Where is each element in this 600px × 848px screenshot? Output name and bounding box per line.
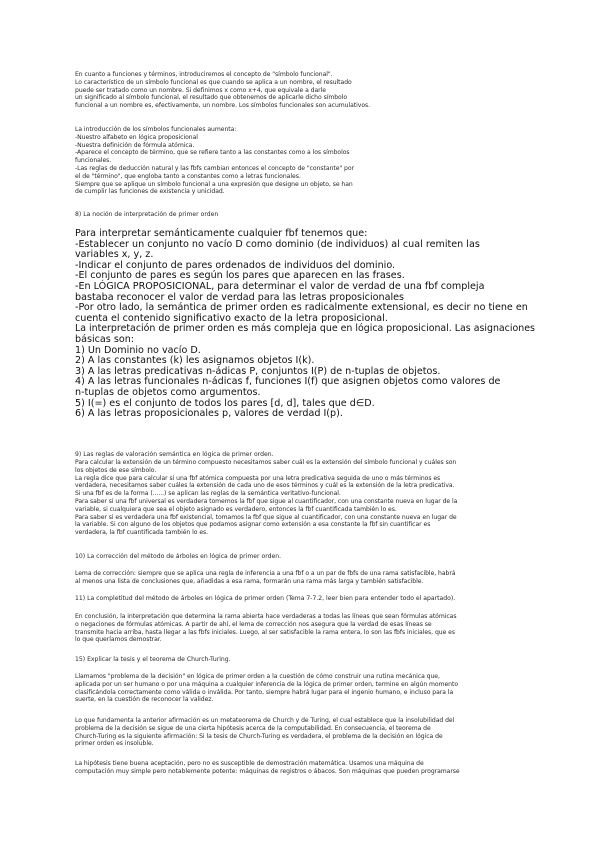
text-line: Siempre que se aplique un símbolo funcional a una expresión que designe un objeto, se han — [75, 180, 353, 188]
text-line: Lo que fundamenta la anterior afirmación es un metateorema de Church y de Turing, el cual establece que la insolubilidad del — [75, 717, 455, 724]
text-line: La interpretación de primer orden es más compleja que en lógica proposicional. Las asignaciones — [75, 323, 535, 335]
section-heading-10: 10) La corrección del método de árboles en lógica de primer orden. — [75, 553, 282, 560]
text-line: 2) A las constantes (k) les asignamos objetos I(k). — [75, 355, 315, 367]
text-line: problema de la decisión se sigue de una cierta hipótesis acerca de la computabilidad. En consecuencia, el teorema de — [75, 724, 431, 732]
text-line: Para saber si es verdadera una fbf existencial, tomamos la fbf que sigue al cuantificador, con una constante nueva en lugar de — [75, 513, 457, 521]
text-line: 1) Un Dominio no vacío D. — [75, 344, 201, 356]
section-heading-8: 8) La noción de interpretación de primer orden — [75, 211, 219, 218]
text-line: Lo característico de un símbolo funcional es que cuando se aplica a un nombre, el resultado — [75, 78, 352, 86]
decision-problem-paragraph — [75, 673, 530, 704]
text-line: En cuanto a funciones y términos, introduciremos el concepto de "símbolo funcional". — [75, 71, 333, 78]
text-line: 6) A las letras proposicionales p, valores de verdad I(p). — [75, 408, 343, 420]
interpretation-section — [75, 229, 535, 420]
section-heading-9: 9) Las reglas de valoración semántica en lógica de primer orden. — [75, 451, 274, 458]
text-line: Para interpretar semánticamente cualquier fbf tenemos que: — [75, 228, 368, 239]
text-line: La introducción de los símbolos funcionales aumenta: — [75, 126, 237, 133]
valuation-rules-paragraph — [75, 459, 530, 537]
text-line: variable, si cualquiera que sea el objeto asignado es verdadero, entonces la fbf cuantificada también lo es. — [75, 505, 397, 513]
text-line: computación muy simple pero notablemente potente: máquinas de registros o ábacos. Son máquinas que pueden programarse — [75, 767, 460, 775]
text-line: bastaba reconocer el valor de verdad para las letras proposicionales — [75, 291, 405, 303]
text-line: La regla dice que para calcular si una fbf atómica compuesta por una letra predicativa seguida de uno o más términos es — [75, 474, 441, 482]
text-line: suerte, en la cuestión de reconocer la validez. — [75, 696, 214, 704]
hypothesis-paragraph — [75, 760, 530, 776]
text-line: Lema de corrección: siempre que se aplica una regla de inferencia a una fbf o a un par de fbfs de una rama satisfacible, habrá — [75, 570, 456, 577]
text-line: la variable. Si con alguno de los objetos que podamos asignar como extensión a esa constante la fbf sin cuantificar es — [75, 521, 431, 529]
text-line: 3) A las letras predicativas n-ádicas P, conjuntos I(P) de n-tuplas de objetos. — [75, 365, 441, 377]
text-line: al menos una lista de conclusiones que, añadidas a esa rama, formarán una rama más larga y también satisfacible. — [75, 577, 424, 585]
text-line: básicas son: — [75, 333, 135, 345]
text-line: cuenta el contenido significativo exacto de la letra proposicional. — [75, 312, 388, 324]
text-line: funcional a un nombre es, efectivamente, un nombre. Los símbolos funcionales son acumulativos. — [75, 102, 371, 110]
text-line: un significado al símbolo funcional, el resultado que obtenemos de aplicarle dicho símbolo — [75, 94, 348, 102]
section-heading-11: 11) La completitud del método de árboles en lógica de primer orden (Tema 7-7.2, leer bien para entender todo el apartado). — [75, 595, 456, 602]
text-line: Church-Turing es la siguiente afirmación: Si la tesis de Church-Turing es verdadera, el problema de la decisión en lógica de — [75, 732, 443, 740]
text-line: 4) A las letras funcionales n-ádicas f, funciones I(f) que asignen objetos como valores de — [75, 376, 501, 388]
text-line: En conclusión, la interpretación que determina la rama abierta hace verdaderas a todas las líneas que sean fórmulas atómicas — [75, 613, 457, 620]
correctness-paragraph — [75, 570, 530, 586]
church-turing-paragraph — [75, 717, 530, 748]
text-line: transmite hacia arriba, hasta llegar a las fbfs iniciales. Luego, al ser satisfacible la rama entera, lo son las fbfs iniciales, que es — [75, 628, 455, 636]
text-line: -Indicar el conjunto de pares ordenados de individuos del dominio. — [75, 259, 396, 271]
text-line: -Por otro lado, la semántica de primer orden es radicalmente extensional, es decir no tiene en — [75, 302, 528, 314]
text-line: puede ser tratado como un nombre. Si definimos x como x+4, que equivale a darle — [75, 86, 326, 94]
text-line: primer orden es insoluble. — [75, 740, 154, 748]
text-line: de cumplir las funciones de existencia y unicidad. — [75, 188, 225, 196]
functional-symbols-list — [75, 126, 530, 196]
section-heading-15: 15) Explicar la tesis y el teorema de Church-Turing. — [75, 656, 231, 663]
text-line: aplicada por un ser humano o por una máquina a cualquier inferencia de la lógica de primer orden, termine en algún momento — [75, 680, 458, 688]
text-line: -Las reglas de deducción natural y las fbfs cambian entonces el concepto de "constante" por — [75, 164, 355, 172]
text-line: verdadera, la fbf cuantificada también lo es. — [75, 529, 209, 537]
text-line: -El conjunto de pares es según los pares que aparecen en las frases. — [75, 270, 405, 282]
text-line: Para saber si una fbf universal es verdadera tomemos la fbf que sigue al cuantificador, con una constante nueva en lugar de la — [75, 497, 458, 505]
text-line: lo que queríamos demostrar. — [75, 636, 162, 644]
text-line: -En LÓGICA PROPOSICIONAL, para determinar el valor de verdad de una fbf compleja — [75, 280, 485, 292]
text-line: los objetos de ese símbolo. — [75, 466, 157, 474]
text-line: 5) I(=) es el conjunto de todos los pares [d, d], tales que d∈D. — [75, 397, 375, 409]
text-line: -Nuestra definición de fórmula atómica. — [75, 141, 195, 149]
text-line: Llamamos "problema de la decisión" en lógica de primer orden a la cuestión de cómo construir una rutina mecánica que, — [75, 673, 440, 680]
functions-paragraph — [75, 71, 530, 110]
completeness-paragraph — [75, 613, 530, 644]
text-line: Si una fbf es de la forma (......) se aplican las reglas de la semántica veritativo-funcional. — [75, 490, 341, 498]
text-line: el de "término", que engloba tanto a constantes como a letras funcionales. — [75, 172, 301, 180]
text-line: clasificándola correctamente como válida o inválida. Por tanto, siempre habrá lugar para el ingenio humano, e incluso para la — [75, 688, 454, 696]
text-line: La hipótesis tiene buena aceptación, pero no es susceptible de demostración matemática. Usamos una máquina de — [75, 760, 424, 767]
text-line: verdadera, necesitamos saber cuáles la extensión de cada uno de esos términos y cuál es la extensión de la letra predicativa. — [75, 482, 455, 490]
text-line: funcionales. — [75, 157, 112, 165]
text-line: -Establecer un conjunto no vacío D como dominio (de individuos) al cual remiten las — [75, 238, 480, 250]
text-line: o negaciones de fórmulas atómicas. A partir de ahí, el lema de corrección nos asegura que la verdad de esas líneas se — [75, 620, 432, 628]
text-line: n-tuplas de objetos como argumentos. — [75, 386, 261, 398]
text-line: variables x, y, z. — [75, 249, 154, 261]
text-line: -Aparece el concepto de término, que se refiere tanto a las constantes como a los símbolos — [75, 149, 350, 157]
text-line: Para calcular la extensión de un término compuesto necesitamos saber cuál es la extensión del símbolo funcional y cuáles son — [75, 459, 457, 466]
text-line: -Nuestro alfabeto en lógica proposicional — [75, 133, 198, 141]
